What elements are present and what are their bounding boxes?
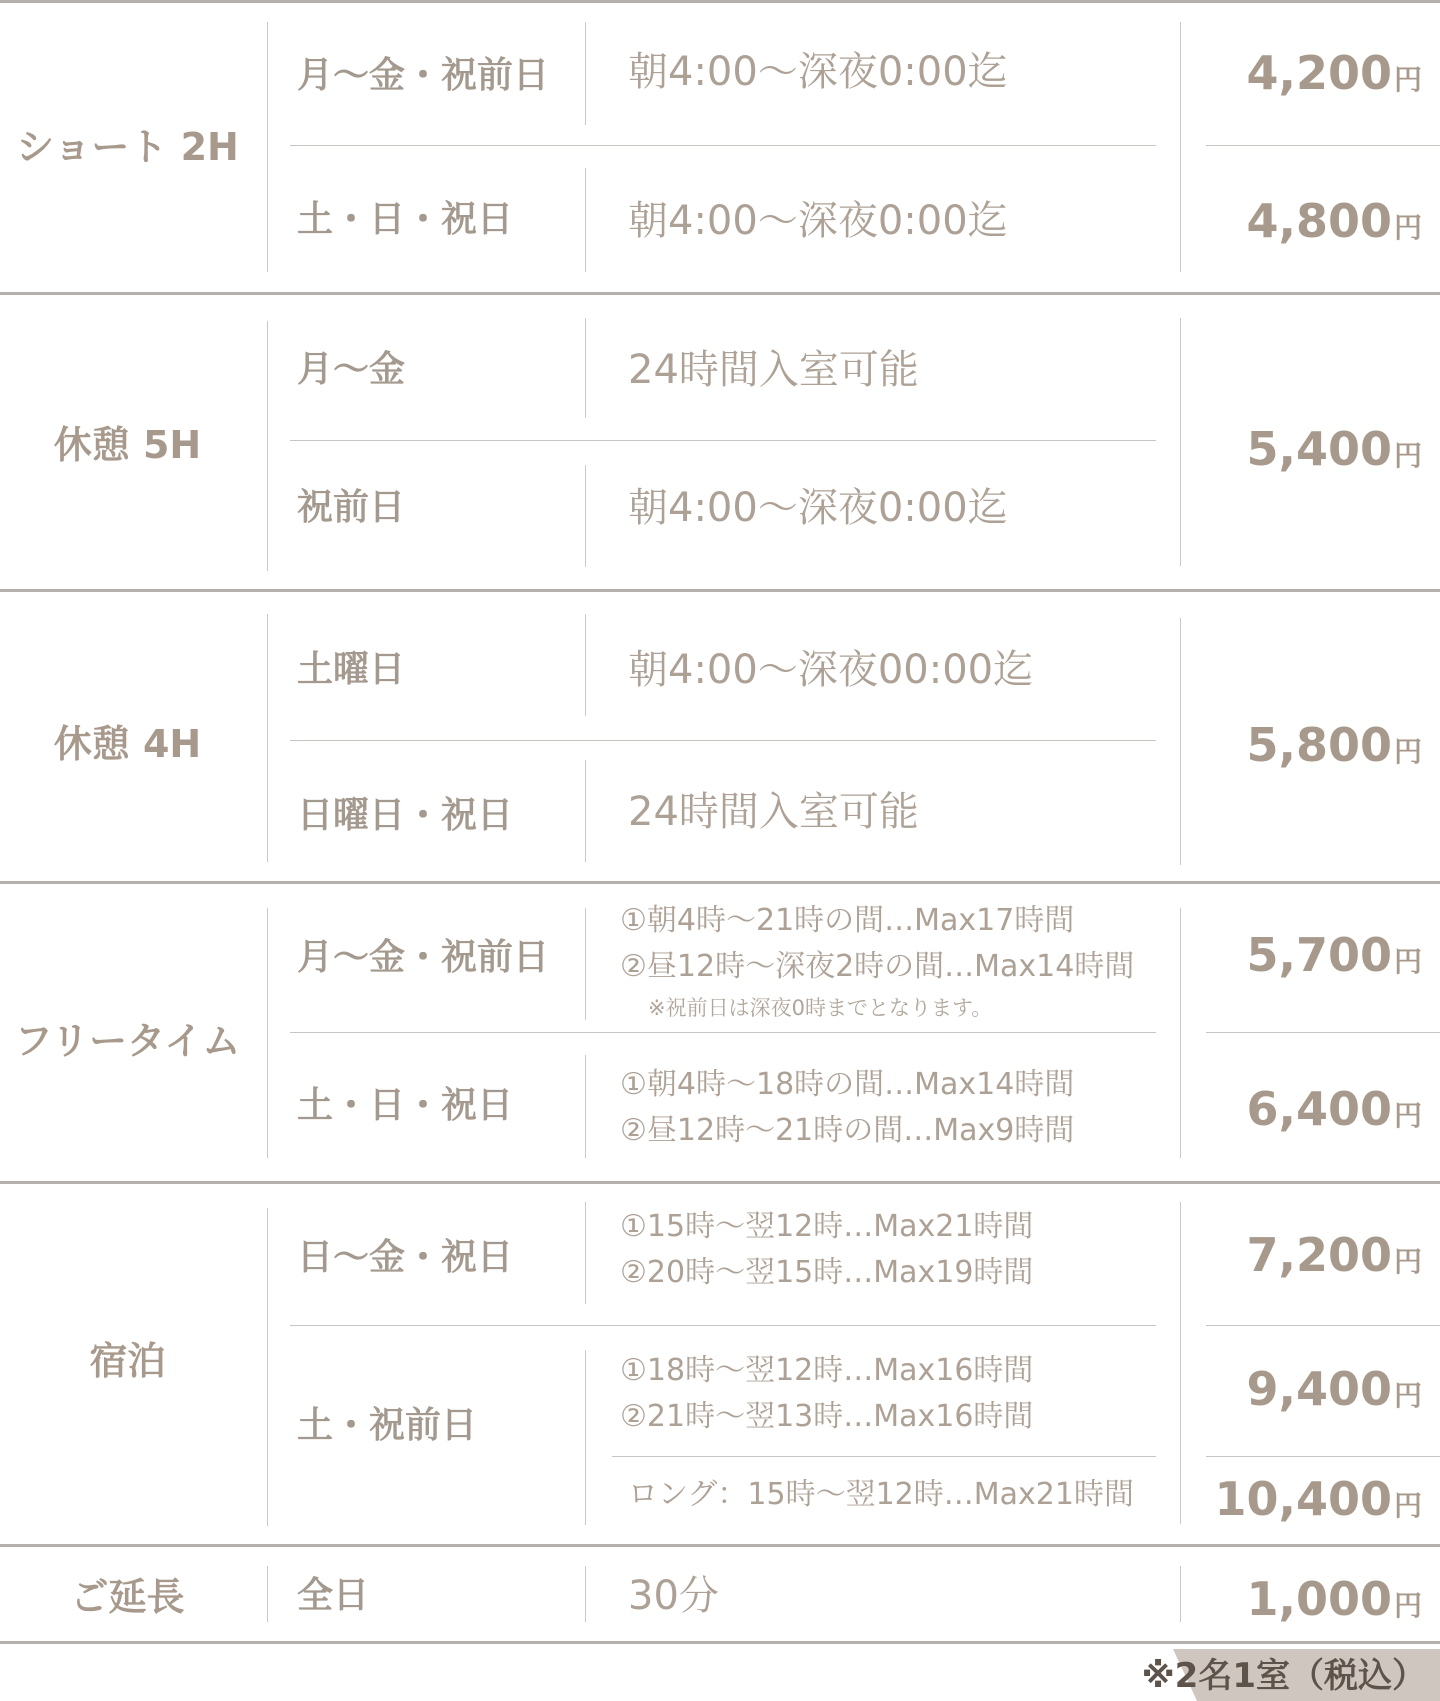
- row-divider: [1206, 1456, 1440, 1457]
- column-divider: [585, 465, 586, 567]
- column-divider: [267, 614, 268, 862]
- price: 9,400円: [1246, 1362, 1422, 1416]
- column-divider: [585, 318, 586, 418]
- time-label: 朝4:00〜深夜00:00迄: [628, 647, 1034, 693]
- day-label: 土曜日: [297, 649, 406, 690]
- day-label: 土・日・祝日: [297, 199, 514, 240]
- column-divider: [267, 908, 268, 1158]
- time-note: ※祝前日は深夜0時までとなります。: [648, 996, 993, 1020]
- section-divider: [0, 1544, 1440, 1547]
- column-divider: [267, 22, 268, 272]
- time-line: ①朝4時〜21時の間…Max17時間: [620, 903, 1075, 938]
- column-divider: [585, 1350, 586, 1525]
- row-divider: [612, 1456, 1156, 1457]
- time-label: 24時間入室可能: [628, 347, 919, 393]
- row-divider: [290, 440, 1156, 441]
- price: 7,200円: [1246, 1228, 1422, 1282]
- time-label: 30分: [628, 1573, 719, 1619]
- time-label: 24時間入室可能: [628, 789, 919, 835]
- column-divider: [585, 22, 586, 125]
- time-line: ②20時〜翌15時…Max19時間: [620, 1255, 1034, 1290]
- price: 6,400円: [1246, 1082, 1422, 1136]
- category-label: 休憩 4H: [53, 722, 202, 766]
- day-label: 土・祝前日: [297, 1405, 478, 1446]
- column-divider: [585, 1566, 586, 1622]
- section-divider: [0, 881, 1440, 884]
- row-divider: [1206, 1325, 1440, 1326]
- row-divider: [290, 1325, 1156, 1326]
- category-label: フリータイム: [14, 1019, 241, 1063]
- day-label: 日曜日・祝日: [297, 795, 514, 836]
- column-divider: [1180, 618, 1181, 865]
- section-divider: [0, 589, 1440, 592]
- day-label: 月〜金・祝前日: [297, 937, 550, 978]
- column-divider: [585, 614, 586, 716]
- footer-note: ※2名1室（税込）: [1141, 1656, 1426, 1696]
- category-label: ご延長: [70, 1575, 185, 1619]
- column-divider: [585, 1202, 586, 1304]
- price: 4,200円: [1246, 46, 1422, 100]
- row-divider: [290, 1032, 1156, 1033]
- section-divider: [0, 1181, 1440, 1184]
- column-divider: [1180, 1566, 1181, 1622]
- section-divider: [0, 0, 1440, 3]
- price: 1,000円: [1246, 1572, 1422, 1626]
- day-label: 月〜金・祝前日: [297, 55, 550, 96]
- category-label: 休憩 5H: [53, 423, 202, 467]
- time-line: ②昼12時〜深夜2時の間…Max14時間: [620, 949, 1135, 984]
- time-line: ①朝4時〜18時の間…Max14時間: [620, 1067, 1075, 1102]
- time-line: ①15時〜翌12時…Max21時間: [620, 1209, 1034, 1244]
- row-divider: [290, 740, 1156, 741]
- row-divider: [1206, 1032, 1440, 1033]
- row-divider: [1206, 145, 1440, 146]
- column-divider: [267, 321, 268, 571]
- section-divider: [0, 1641, 1440, 1644]
- column-divider: [585, 760, 586, 862]
- time-label: 朝4:00〜深夜0:00迄: [628, 485, 1008, 531]
- day-label: 全日: [297, 1575, 370, 1616]
- price: 10,400円: [1214, 1472, 1422, 1526]
- column-divider: [267, 1566, 268, 1622]
- time-label: 朝4:00〜深夜0:00迄: [628, 198, 1008, 244]
- row-divider: [290, 145, 1156, 146]
- day-label: 祝前日: [297, 487, 406, 528]
- column-divider: [267, 1208, 268, 1526]
- category-label: 宿泊: [89, 1339, 166, 1383]
- time-line: ①18時〜翌12時…Max16時間: [620, 1353, 1034, 1388]
- category-label: ショート 2H: [16, 125, 239, 169]
- column-divider: [585, 908, 586, 1020]
- price: 5,800円: [1246, 718, 1422, 772]
- price: 5,400円: [1246, 422, 1422, 476]
- column-divider: [585, 168, 586, 272]
- long-stay-line: ロング：15時〜翌12時…Max21時間: [628, 1477, 1134, 1512]
- day-label: 月〜金: [297, 349, 406, 390]
- time-line: ②21時〜翌13時…Max16時間: [620, 1399, 1034, 1434]
- column-divider: [1180, 1202, 1181, 1524]
- price: 5,700円: [1246, 928, 1422, 982]
- column-divider: [1180, 22, 1181, 272]
- day-label: 土・日・祝日: [297, 1085, 514, 1126]
- time-label: 朝4:00〜深夜0:00迄: [628, 49, 1008, 95]
- time-line: ②昼12時〜21時の間…Max9時間: [620, 1113, 1075, 1148]
- column-divider: [1180, 908, 1181, 1158]
- section-divider: [0, 292, 1440, 295]
- column-divider: [1180, 318, 1181, 566]
- column-divider: [585, 1055, 586, 1158]
- day-label: 日〜金・祝日: [297, 1237, 514, 1278]
- price: 4,800円: [1246, 194, 1422, 248]
